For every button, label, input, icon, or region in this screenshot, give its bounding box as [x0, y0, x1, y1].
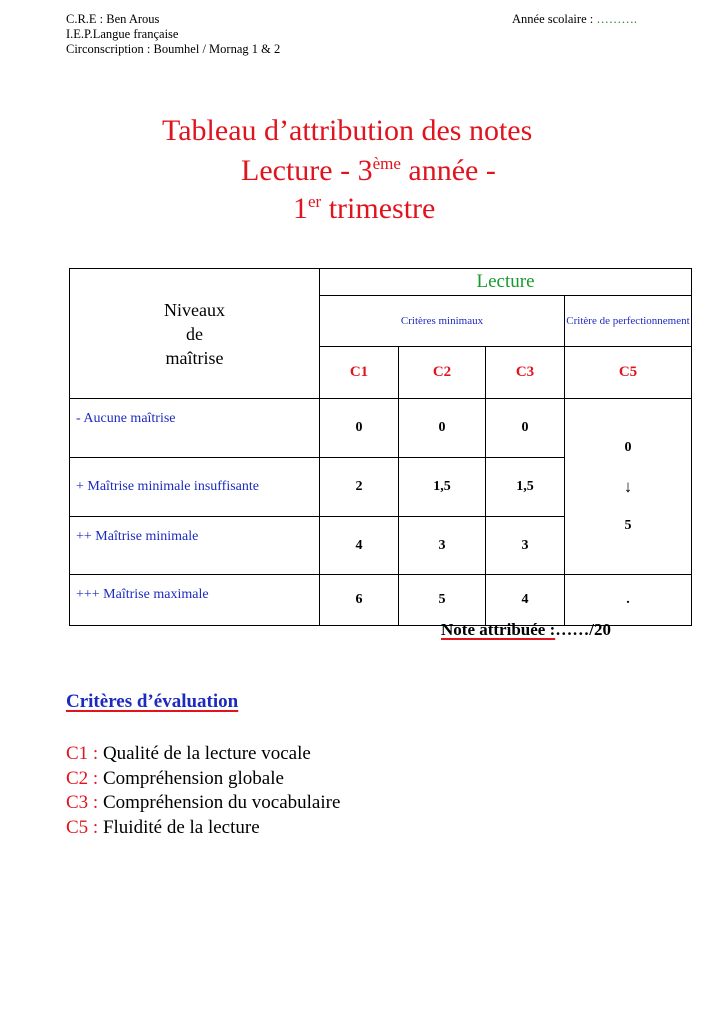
grading-table	[69, 268, 692, 626]
col-header-c3: C3	[486, 347, 565, 399]
criteria-list	[66, 742, 340, 840]
criteria-text: Compréhension du vocabulaire	[98, 792, 341, 813]
cell-c5-range	[565, 399, 692, 575]
lecture-header: Lecture	[320, 269, 692, 296]
table-row	[70, 399, 692, 458]
title-line-2-pre: Lecture - 3	[241, 154, 373, 187]
criteres-minimaux-header: Critères minimaux	[320, 296, 565, 347]
level-label: +++ Maîtrise maximale	[70, 575, 320, 626]
note-attribuee	[441, 620, 611, 640]
criteria-title: Critères d’évaluation	[66, 691, 239, 712]
c5-range-from: 0	[624, 440, 632, 455]
list-item	[66, 767, 340, 792]
criteria-text: Compréhension globale	[98, 767, 284, 789]
header-iep: I.E.P.Langue française	[66, 27, 179, 41]
cell-c1: 4	[320, 517, 399, 575]
level-label: + Maîtrise minimale insuffisante	[70, 458, 320, 517]
cell-c5: .	[565, 575, 692, 626]
cell-c2: 5	[399, 575, 486, 626]
cell-c3: 4	[486, 575, 565, 626]
col-header-c5: C5	[565, 347, 692, 399]
header-school-year	[512, 12, 637, 27]
header-cre: C.R.E : Ben Arous	[66, 12, 160, 26]
title-line-3-post: trimestre	[321, 192, 436, 225]
cell-c2: 1,5	[399, 458, 486, 517]
cell-c2: 3	[399, 517, 486, 575]
note-value: ……/20	[555, 620, 611, 639]
criteria-code: C3 :	[66, 792, 99, 813]
note-label: Note attribuée :	[441, 620, 556, 639]
col-header-c1: C1	[320, 347, 399, 399]
header-left	[66, 12, 280, 57]
list-item	[66, 742, 340, 767]
criteria-code: C1 :	[66, 743, 99, 764]
cell-c1: 2	[320, 458, 399, 517]
col-header-c2: C2	[399, 347, 486, 399]
cell-c1: 0	[320, 399, 399, 458]
level-label: - Aucune maîtrise	[70, 399, 320, 458]
title-line-2	[241, 154, 496, 188]
title-line-3-sup: er	[308, 192, 322, 211]
cell-c3: 0	[486, 399, 565, 458]
list-item	[66, 791, 340, 816]
niveaux-line: maîtrise	[165, 347, 224, 368]
school-year-label: Année scolaire :	[512, 12, 594, 26]
criteria-text: Qualité de la lecture vocale	[98, 743, 311, 764]
table-row	[70, 575, 692, 626]
title-line-2-sup: ème	[372, 154, 401, 173]
critere-perfectionnement-header: Critère de perfectionnement	[565, 296, 692, 347]
niveaux-line: de	[186, 323, 203, 344]
title-line-3-pre: 1	[293, 192, 308, 225]
title-line-3	[293, 192, 435, 226]
cell-c1: 6	[320, 575, 399, 626]
school-year-dots: ……….	[596, 12, 637, 26]
c5-range-to: 5	[624, 518, 632, 533]
title-line-1: Tableau d’attribution des notes	[162, 114, 533, 147]
niveaux-header	[70, 269, 320, 399]
cell-c2: 0	[399, 399, 486, 458]
down-arrow-icon: ↓	[623, 477, 633, 496]
header-circonscription: Circonscription : Boumhel / Mornag 1 & 2	[66, 42, 281, 56]
criteria-code: C2 :	[66, 767, 99, 789]
level-label: ++ Maîtrise minimale	[70, 517, 320, 575]
cell-c3: 3	[486, 517, 565, 575]
title-line-2-post: année -	[400, 154, 496, 187]
list-item	[66, 816, 340, 841]
niveaux-line: Niveaux	[164, 299, 225, 320]
cell-c3: 1,5	[486, 458, 565, 517]
criteria-text: Fluidité de la lecture	[98, 816, 260, 838]
criteria-code: C5 :	[66, 816, 99, 838]
